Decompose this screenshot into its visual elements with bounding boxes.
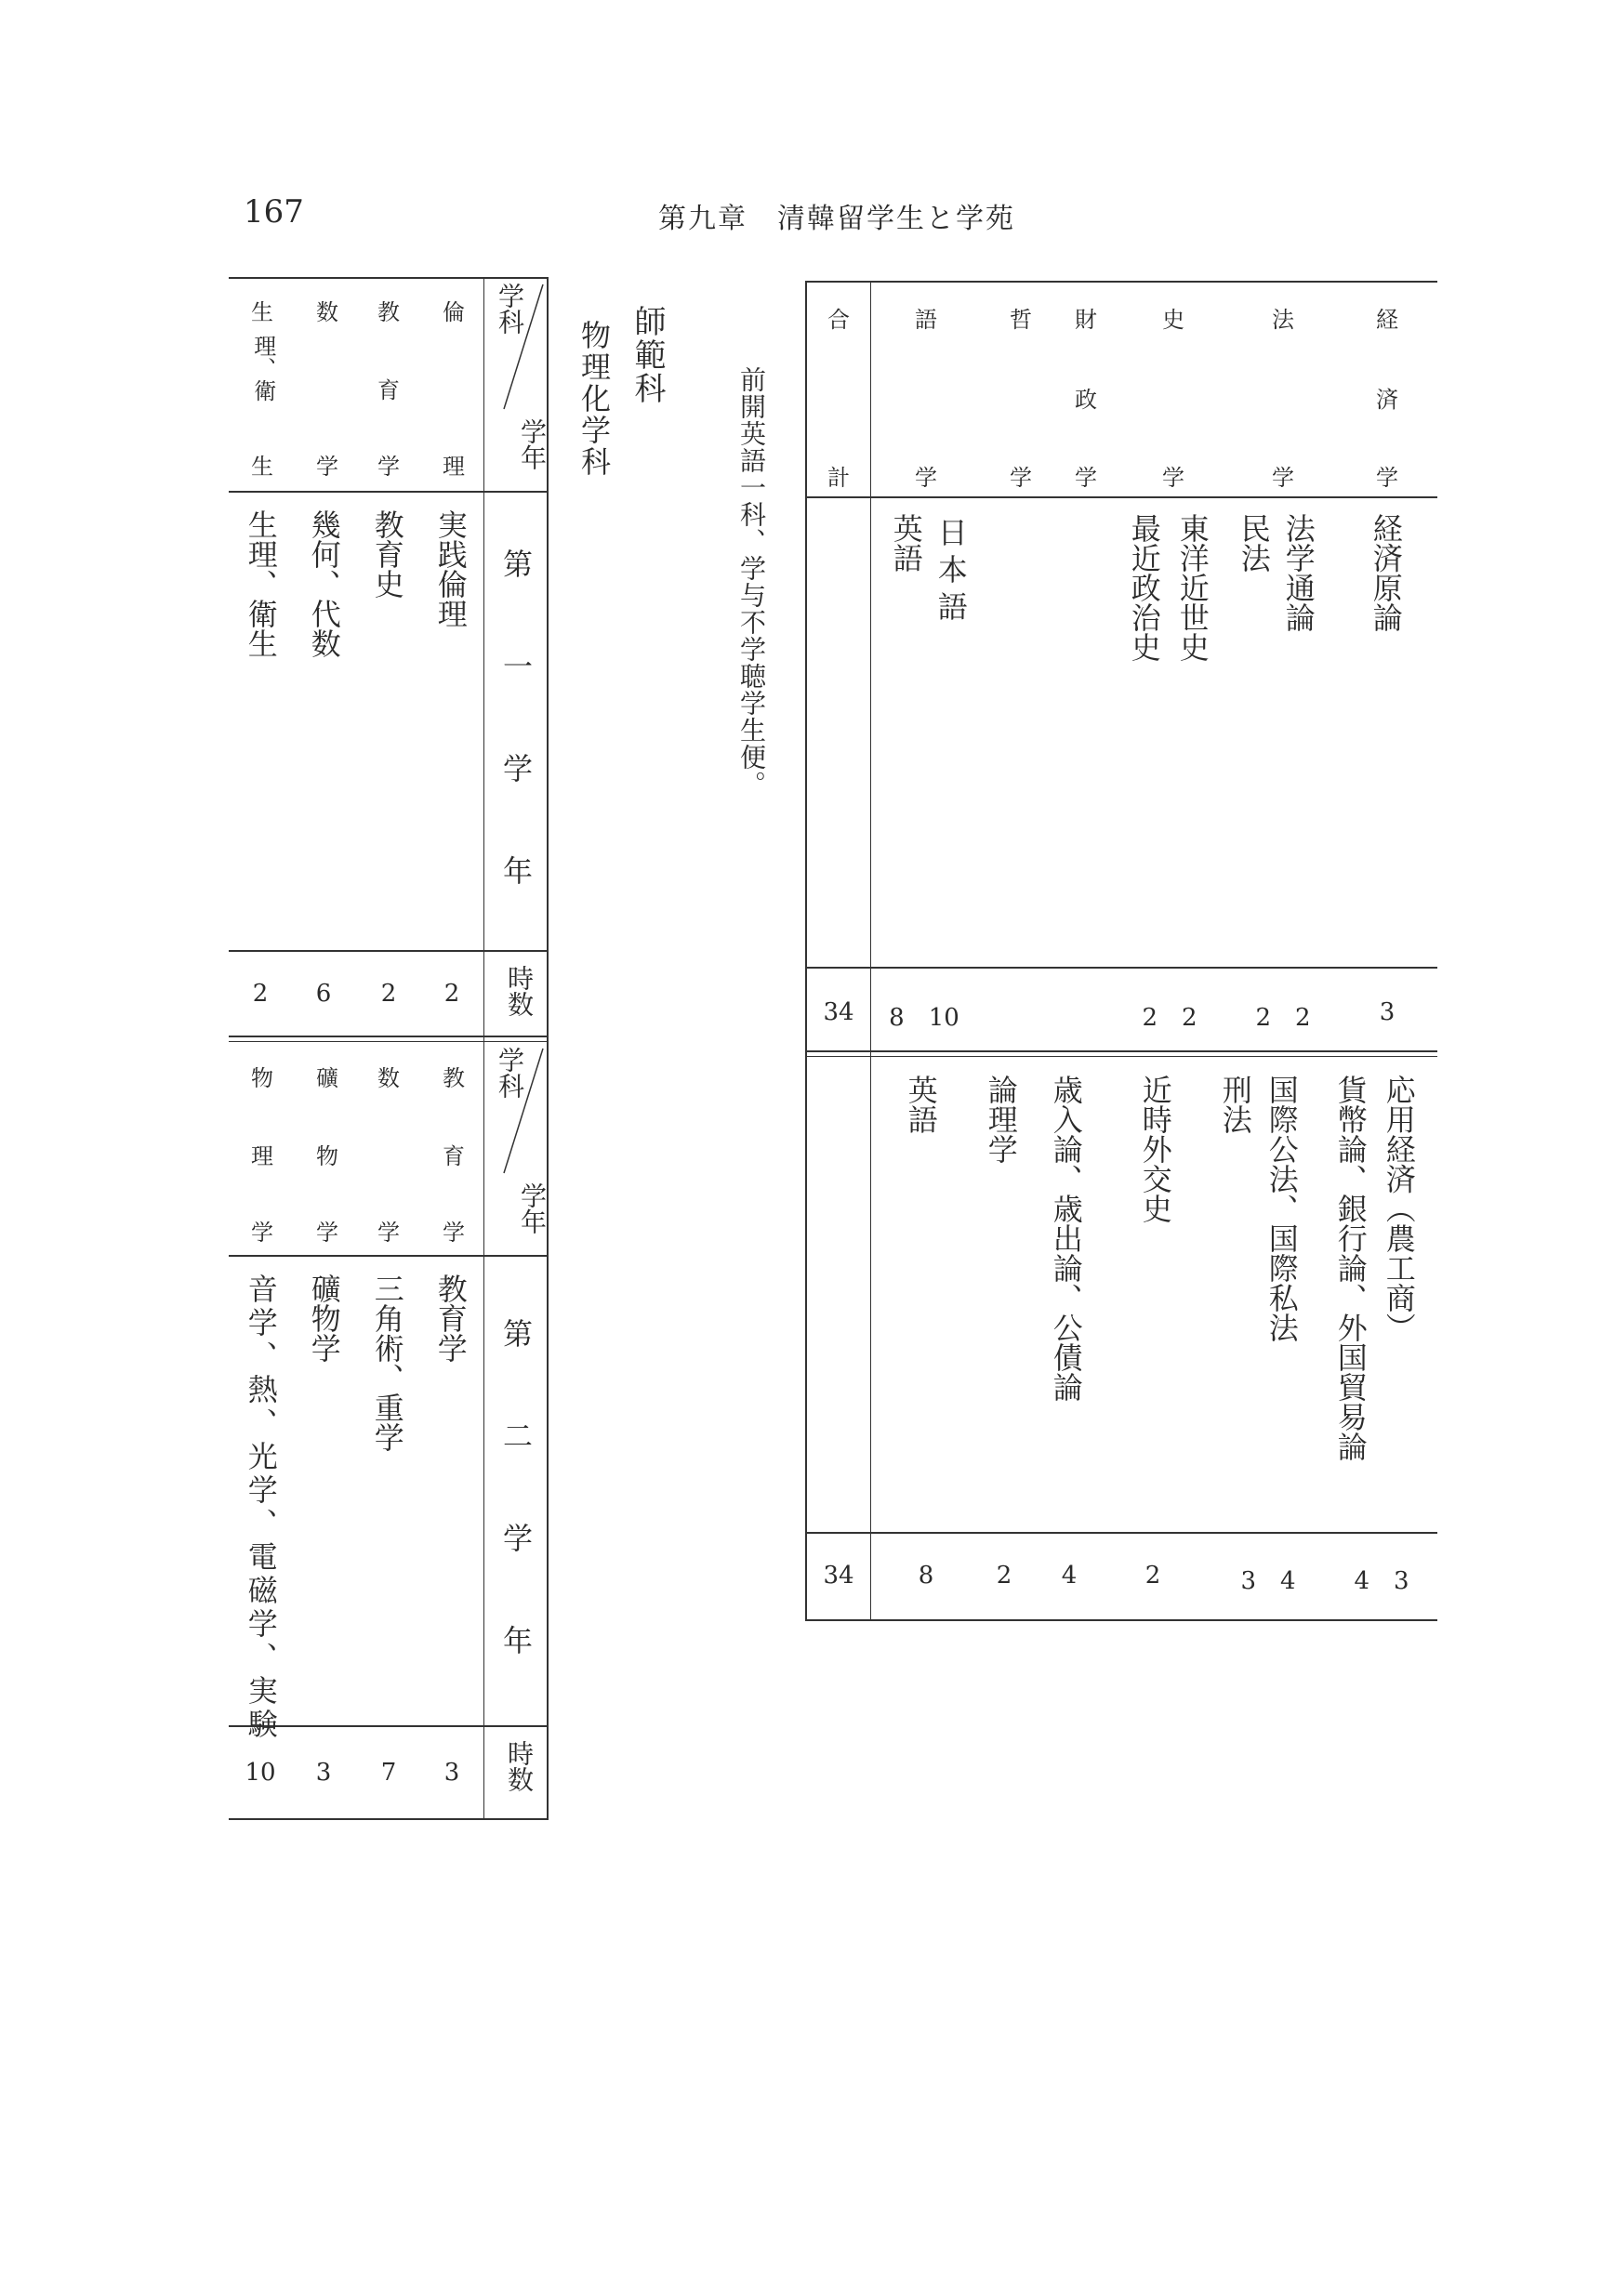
section-subtitle: 物理化学科 xyxy=(576,320,612,478)
l2-content-0: 教育学 xyxy=(432,1273,469,1363)
l1-content-1: 教育史 xyxy=(369,509,405,599)
l2-hours-1: 7 xyxy=(380,1759,397,1787)
r2-econ-1: 貨幣論、銀行論、外国貿易論 xyxy=(1332,1075,1369,1461)
r2-hours-philosophy: 2 xyxy=(996,1562,1012,1590)
l1-content-0: 実践倫理 xyxy=(432,509,469,628)
r1-history-1: 最近政治史 xyxy=(1126,513,1162,662)
section-title: 師範科 xyxy=(628,305,666,405)
r1-law-0: 法学通論 xyxy=(1280,513,1316,632)
r2-law-0: 国際公法、国際私法 xyxy=(1263,1075,1300,1342)
page-number: 167 xyxy=(244,193,304,231)
l2-hours-0: 3 xyxy=(443,1759,460,1787)
r2-hours-law: 3 4 xyxy=(1240,1567,1296,1595)
year2-label: 第二学年 xyxy=(498,1318,534,1727)
r2-hours-econ: 4 3 xyxy=(1354,1567,1409,1595)
note-text: 前開英語一科、学与不学聴学生便。 xyxy=(736,366,767,798)
r1-hours-law: 2 2 xyxy=(1255,1004,1311,1032)
running-head: 第九章 清韓留学生と学苑 xyxy=(658,203,1015,235)
corner-cell-2: 学科 学年 xyxy=(495,1047,548,1234)
r2-hours-history: 2 xyxy=(1144,1562,1161,1590)
l1-hours-0: 2 xyxy=(443,980,460,1008)
l1-hours-2: 6 xyxy=(315,980,332,1008)
l2-content-1: 三角術、重学 xyxy=(369,1273,405,1452)
r1-history-0: 東洋近世史 xyxy=(1174,513,1210,662)
l2-hours-3: 10 xyxy=(245,1759,276,1787)
corner-top-label: 学科 xyxy=(495,283,525,335)
l2-content-3: 音学、熱、光学、電磁学、実験 xyxy=(243,1273,279,1742)
l1-content-3: 生理、衛生 xyxy=(243,509,279,658)
r1-hours-lang: 8 10 xyxy=(889,1004,959,1032)
corner-cell-1 xyxy=(485,279,547,491)
r1-econ-0: 経済原論 xyxy=(1368,513,1404,632)
corner-bottom-label: 学年 xyxy=(517,418,548,470)
r2-hours-total: 34 xyxy=(823,1562,854,1590)
r2-law-1: 刑法 xyxy=(1217,1075,1253,1134)
l1-hours-1: 2 xyxy=(380,980,397,1008)
r1-hours-total: 34 xyxy=(823,998,854,1026)
r2-finance-0: 歳入論、歳出論、公債論 xyxy=(1048,1075,1084,1402)
r1-law-1: 民法 xyxy=(1236,513,1272,573)
r1-lang-0: 日本語 xyxy=(933,517,969,628)
r2-philosophy-0: 論理学 xyxy=(983,1075,1019,1164)
l1-hours-label: 時数 xyxy=(504,965,535,1017)
l2-content-2: 礦物学 xyxy=(306,1273,342,1363)
l1-hours-3: 2 xyxy=(252,980,269,1008)
r2-econ-0: 応用経済（農工商） xyxy=(1381,1075,1417,1342)
r1-hours-history: 2 2 xyxy=(1142,1004,1197,1032)
l2-hours-label: 時数 xyxy=(504,1740,535,1792)
l1-content-2: 幾何、代数 xyxy=(306,509,342,658)
r1-hours-econ: 3 xyxy=(1379,998,1396,1026)
l2-hours-2: 3 xyxy=(315,1759,332,1787)
r1-lang-1: 英語 xyxy=(888,513,924,573)
year1-label: 第一学年 xyxy=(498,548,534,957)
r2-hours-finance: 4 xyxy=(1061,1562,1078,1590)
r2-history-0: 近時外交史 xyxy=(1137,1075,1173,1223)
r2-lang-0: 英語 xyxy=(903,1075,939,1134)
r2-hours-lang: 8 xyxy=(918,1562,934,1590)
